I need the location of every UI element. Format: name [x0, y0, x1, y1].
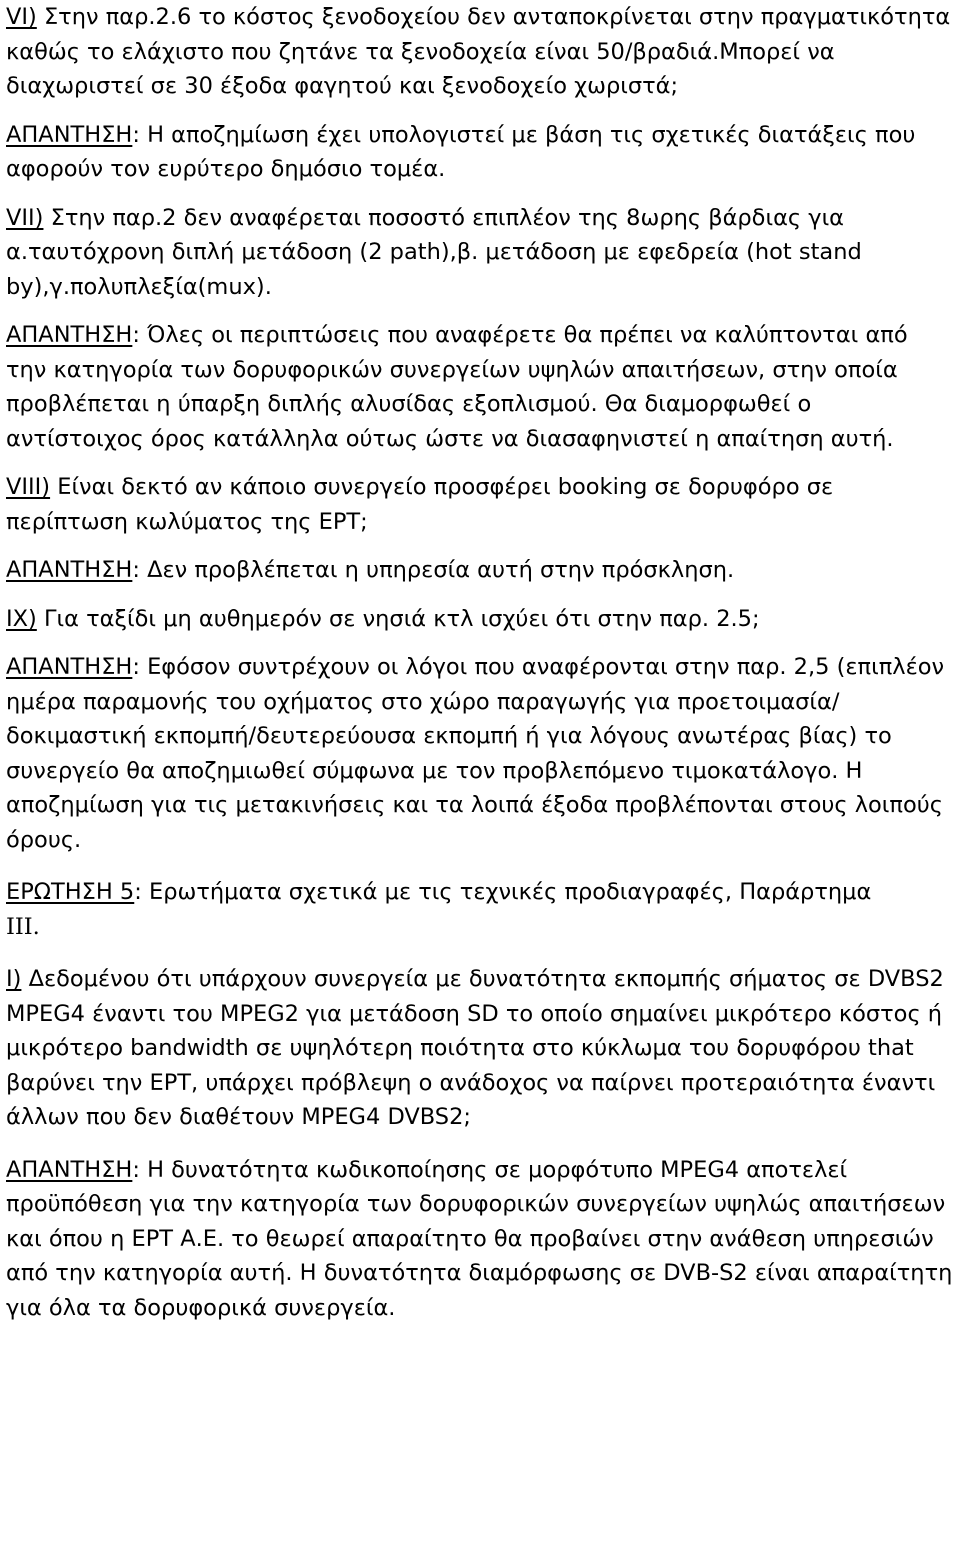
question-5-text: : Ερωτήματα σχετικά με τις τεχνικές προδιαγραφές, Παράρτημα: [134, 879, 872, 905]
question-ix-text: Για ταξίδι μη αυθημερόν σε νησιά κτλ ισχύει ότι στην παρ. 2.5;: [36, 605, 760, 632]
answer-viii-text: : Δεν προβλέπεται η υπηρεσία αυτή στην πρόσκληση.: [132, 557, 735, 583]
question-5-i: [6, 962, 954, 1135]
answer-label: ΑΠΑΝΤΗΣΗ: [6, 557, 133, 583]
answer-label: ΑΠΑΝΤΗΣΗ: [6, 322, 133, 348]
answer-ix-text: : Εφόσον συντρέχουν οι λόγοι που αναφέρονται στην παρ. 2,5 (επιπλέον ημέρα παραμονής του οχήματος στο χώρο παραγωγής για προετοιμασία/δοκιμαστική εκπομπή/δευτερεύουσα εκπομπή ή για λόγους ανωτέρας βίας) το συνεργείο θα αποζημιωθεί σύμφωνα με τον προβλεπόμενο τιμοκατάλογο. Η αποζημίωση για τις μετακινήσεις και τα λοιπά έξοδα προβλέπονται στους λοιπούς όρους.: [6, 654, 945, 853]
answer-vii-text: : Όλες οι περιπτώσεις που αναφέρετε θα πρέπει να καλύπτονται από την κατηγορία των δορυφορικών συνεργείων υψηλών απαιτήσεων, στην οποία προβλέπεται η ύπαρξη διπλής αλυσίδας εξοπλισμού. Θα διαμορφωθεί ο αντίστοιχος όρος κατάλληλα ούτως ώστε να διασαφηνιστεί η απαίτηση αυτή.: [6, 322, 908, 452]
question-viii-text: Είναι δεκτό αν κάποιο συνεργείο προσφέρει booking σε δορυφόρο σε περίπτωση κωλύματος της ΕΡΤ;: [6, 474, 834, 535]
document-page: [6, 0, 954, 1325]
answer-5-i-text: : Η δυνατότητα κωδικοποίησης σε μορφότυπο MPEG4 αποτελεί προϋπόθεση για την κατηγορία των δορυφορικών συνεργείων υψηλώς απαιτήσεων και όπου η ΕΡΤ Α.Ε. το θεωρεί απαραίτητο θα προβαίνει στην ανάθεση υπηρεσιών από την κατηγορία αυτή. Η δυνατότητα διαμόρφωσης σε DVB-S2 είναι απαραίτητη για όλα τα δορυφορικά συνεργεία.: [6, 1156, 953, 1321]
question-ix: [6, 602, 954, 637]
answer-viii: [6, 553, 954, 588]
answer-vi-text: : Η αποζημίωση έχει υπολογιστεί με βάση τις σχετικές διατάξεις που αφορούν τον ευρύτερο δημόσιο τομέα.: [6, 121, 916, 182]
question-5-i-text: Δεδομένου ότι υπάρχουν συνεργεία με δυνατότητα εκπομπής σήματος σε DVBS2 MPEG4 έναντι του MPEG2 για μετάδοση SD το οποίο σημαίνει μικρότερο κόστος ή μικρότερο bandwidth σε υψηλότερη ποιότητα στο κύκλωμα του δορυφόρου that βαρύνει την ΕΡΤ, υπάρχει πρόβλεψη ο ανάδοχος να παίρνει προτεραιότητα έναντι άλλων που δεν διαθέτουν MPEG4 DVBS2;: [6, 966, 944, 1130]
question-vii: [6, 201, 954, 305]
item-label-i: I): [6, 966, 22, 992]
answer-vi: [6, 118, 954, 187]
answer-ix: [6, 650, 954, 857]
item-label-viii: VIII): [6, 474, 51, 500]
item-label-ix: IX): [6, 605, 37, 632]
question-vi: [6, 0, 954, 104]
answer-label: ΑΠΑΝΤΗΣΗ: [6, 654, 133, 680]
answer-5-i: [6, 1153, 954, 1326]
question-5-tail: ΙΙΙ.: [6, 913, 40, 940]
item-label-vii: VII): [6, 204, 44, 231]
question-vii-text: Στην παρ.2 δεν αναφέρεται ποσοστό επιπλέον της 8ωρης βάρδιας για α.ταυτόχρονη διπλή μετάδοση (2 path),β. μετάδοση με εφεδρεία (hot stand by),γ.πολυπλεξία(mux).: [6, 204, 862, 300]
item-label-vi: VI): [6, 4, 37, 30]
question-vi-text: Στην παρ.2.6 το κόστος ξενοδοχείου δεν ανταποκρίνεται στην πραγματικότητα καθώς το ελάχιστο που ζητάνε τα ξενοδοχεία είναι 50/βραδιά.Μπορεί να διαχωριστεί σε 30 έξοδα φαγητού και ξενοδοχείο χωριστά;: [6, 4, 951, 99]
question-viii: [6, 470, 954, 539]
answer-vii: [6, 318, 954, 456]
question-5-label: ΕΡΩΤΗΣΗ 5: [6, 879, 135, 905]
answer-label: ΑΠΑΝΤΗΣΗ: [6, 1156, 133, 1183]
question-5-heading: [6, 875, 954, 944]
answer-label: ΑΠΑΝΤΗΣΗ: [6, 121, 133, 148]
